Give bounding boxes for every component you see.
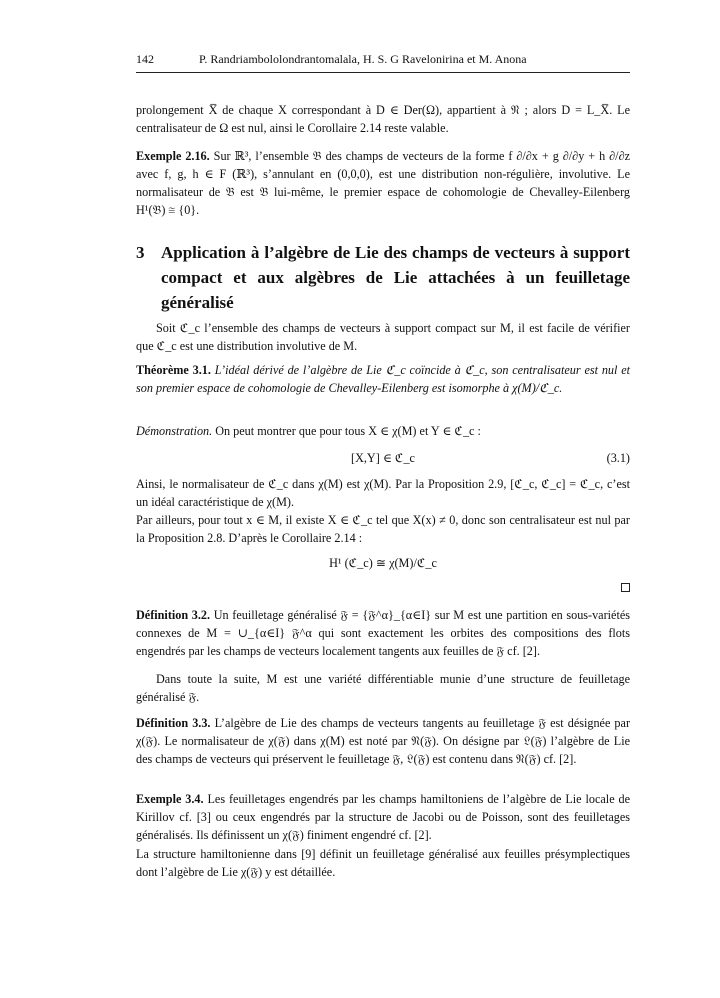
paragraph-dans-toute-la-suite: Dans toute la suite, M est une variété différentiable munie d’une structure de feuilletage généralisé 𝔉. — [136, 672, 630, 704]
example-label: Exemple 3.4. — [136, 792, 204, 806]
example-text: Sur ℝ³, l’ensemble 𝔅 des champs de vecteurs de la forme f ∂/∂x + g ∂/∂y + h ∂/∂z avec f, g, h ∈ F (ℝ³), s’annulant en (0,0,0), est une distribution non-régulière, involutive. Le normalisateur de 𝔅 est 𝔅 lui-même, le premier espace de cohomologie de Chevalley-Eilenberg H¹(𝔅) ≅ {0}. — [136, 149, 630, 217]
paragraph-par-ailleurs: Par ailleurs, pour tout x ∈ M, il existe X ∈ ℭ_c tel que X(x) ≠ 0, donc son centralisateur est nul par la Proposition 2.8. D’après le Corollaire 2.14 : — [136, 513, 630, 545]
definition-label: Définition 3.2. — [136, 608, 211, 622]
page-number: 142 — [136, 52, 154, 66]
definition-3-2 — [136, 606, 630, 660]
paragraph-structure-hamiltonienne: La structure hamiltonienne dans [9] définit un feuilletage généralisé aux feuilles présymplectiques dont l’algèbre de Lie χ(𝔉) y est détaillée. — [136, 847, 630, 879]
equation-h1: H¹ (ℭ_c) ≅ χ(M)/ℭ_c — [329, 556, 437, 570]
theorem-label: Théorème 3.1. — [136, 363, 211, 377]
example-text: Les feuilletages engendrés par les champs hamiltoniens de l’algèbre de Lie locale de Kirillov cf. [3] ou ceux engendrés par la structure de Jacobi ou de Poisson, sont des feuilletages généralisés. Ils définissent un χ(𝔉) finiment engendré cf. [2]. — [136, 792, 631, 842]
theorem-text: L’idéal dérivé de l’algèbre de Lie ℭ_c coïncide à ℭ_c, son centralisateur est nul et son premier espace de cohomologie de Chevalley-Eilenberg est isomorphe à χ(M)/ℭ_c. — [136, 363, 631, 395]
section-title: Application à l’algèbre de Lie des champs de vecteurs à support compact et aux algèbres de Lie attachées à un feuilletage généralisé — [161, 243, 630, 312]
demonstration-text: On peut montrer que pour tous X ∈ χ(M) et Y ∈ ℭ_c : — [215, 424, 481, 438]
example-3-4 — [136, 790, 630, 844]
section-number: 3 — [136, 243, 145, 262]
example-label: Exemple 2.16. — [136, 149, 210, 163]
equation-number: (3.1) — [606, 451, 630, 465]
equation-3-1 — [136, 449, 630, 467]
theorem-3-1 — [136, 361, 630, 397]
example-2-16 — [136, 147, 630, 219]
equation-expression: [X,Y] ∈ ℭ_c — [351, 451, 415, 465]
paragraph-soit: Soit ℭ_c l’ensemble des champs de vecteurs à support compact sur M, il est facile de vérifier que ℭ_c est une distribution involutive de M. — [136, 321, 630, 353]
definition-text: Un feuilletage généralisé 𝔉 = {𝔉^α}_{α∈I} sur M est une partition en sous-variétés connexes de M = ∪_{α∈I} 𝔉^α qui sont exactement les orbites des compositions des flots engendrés par les champs de vecteurs localement tangents aux feuilles de 𝔉 cf. [2]. — [136, 608, 630, 658]
header-authors: P. Randriambololondrantomalala, H. S. G Ravelonirina et M. Anona — [199, 52, 527, 66]
definition-3-3 — [136, 714, 630, 768]
demonstration-label: Démonstration. — [136, 424, 213, 438]
running-header — [136, 50, 630, 73]
paragraph-ainsi: Ainsi, le normalisateur de ℭ_c dans χ(M) est χ(M). Par la Proposition 2.9, [ℭ_c, ℭ_c] = ℭ_c, c’est un idéal caractéristique de χ(M). — [136, 477, 630, 509]
paragraph-prolongement: prolongement X̅ de chaque X correspondant à D ∈ Der(Ω), appartient à 𝔑 ; alors D = L_X̅. Le centralisateur de Ω est nul, ainsi le Corollaire 2.14 reste valable. — [136, 103, 630, 135]
definition-label: Définition 3.3. — [136, 716, 211, 730]
definition-text: L’algèbre de Lie des champs de vecteurs tangents au feuilletage 𝔉 est désignée par χ(𝔉). Le normalisateur de χ(𝔉) dans χ(M) est noté par 𝔑(𝔉). On désigne par 𝔏(𝔉) l’algèbre de Lie des champs de vecteurs qui préservent le feuilletage 𝔉, 𝔏(𝔉) est contenu dans 𝔑(𝔉) cf. [2]. — [136, 716, 630, 766]
section-heading — [136, 240, 630, 315]
qed-box — [621, 583, 630, 592]
demonstration — [136, 422, 630, 440]
